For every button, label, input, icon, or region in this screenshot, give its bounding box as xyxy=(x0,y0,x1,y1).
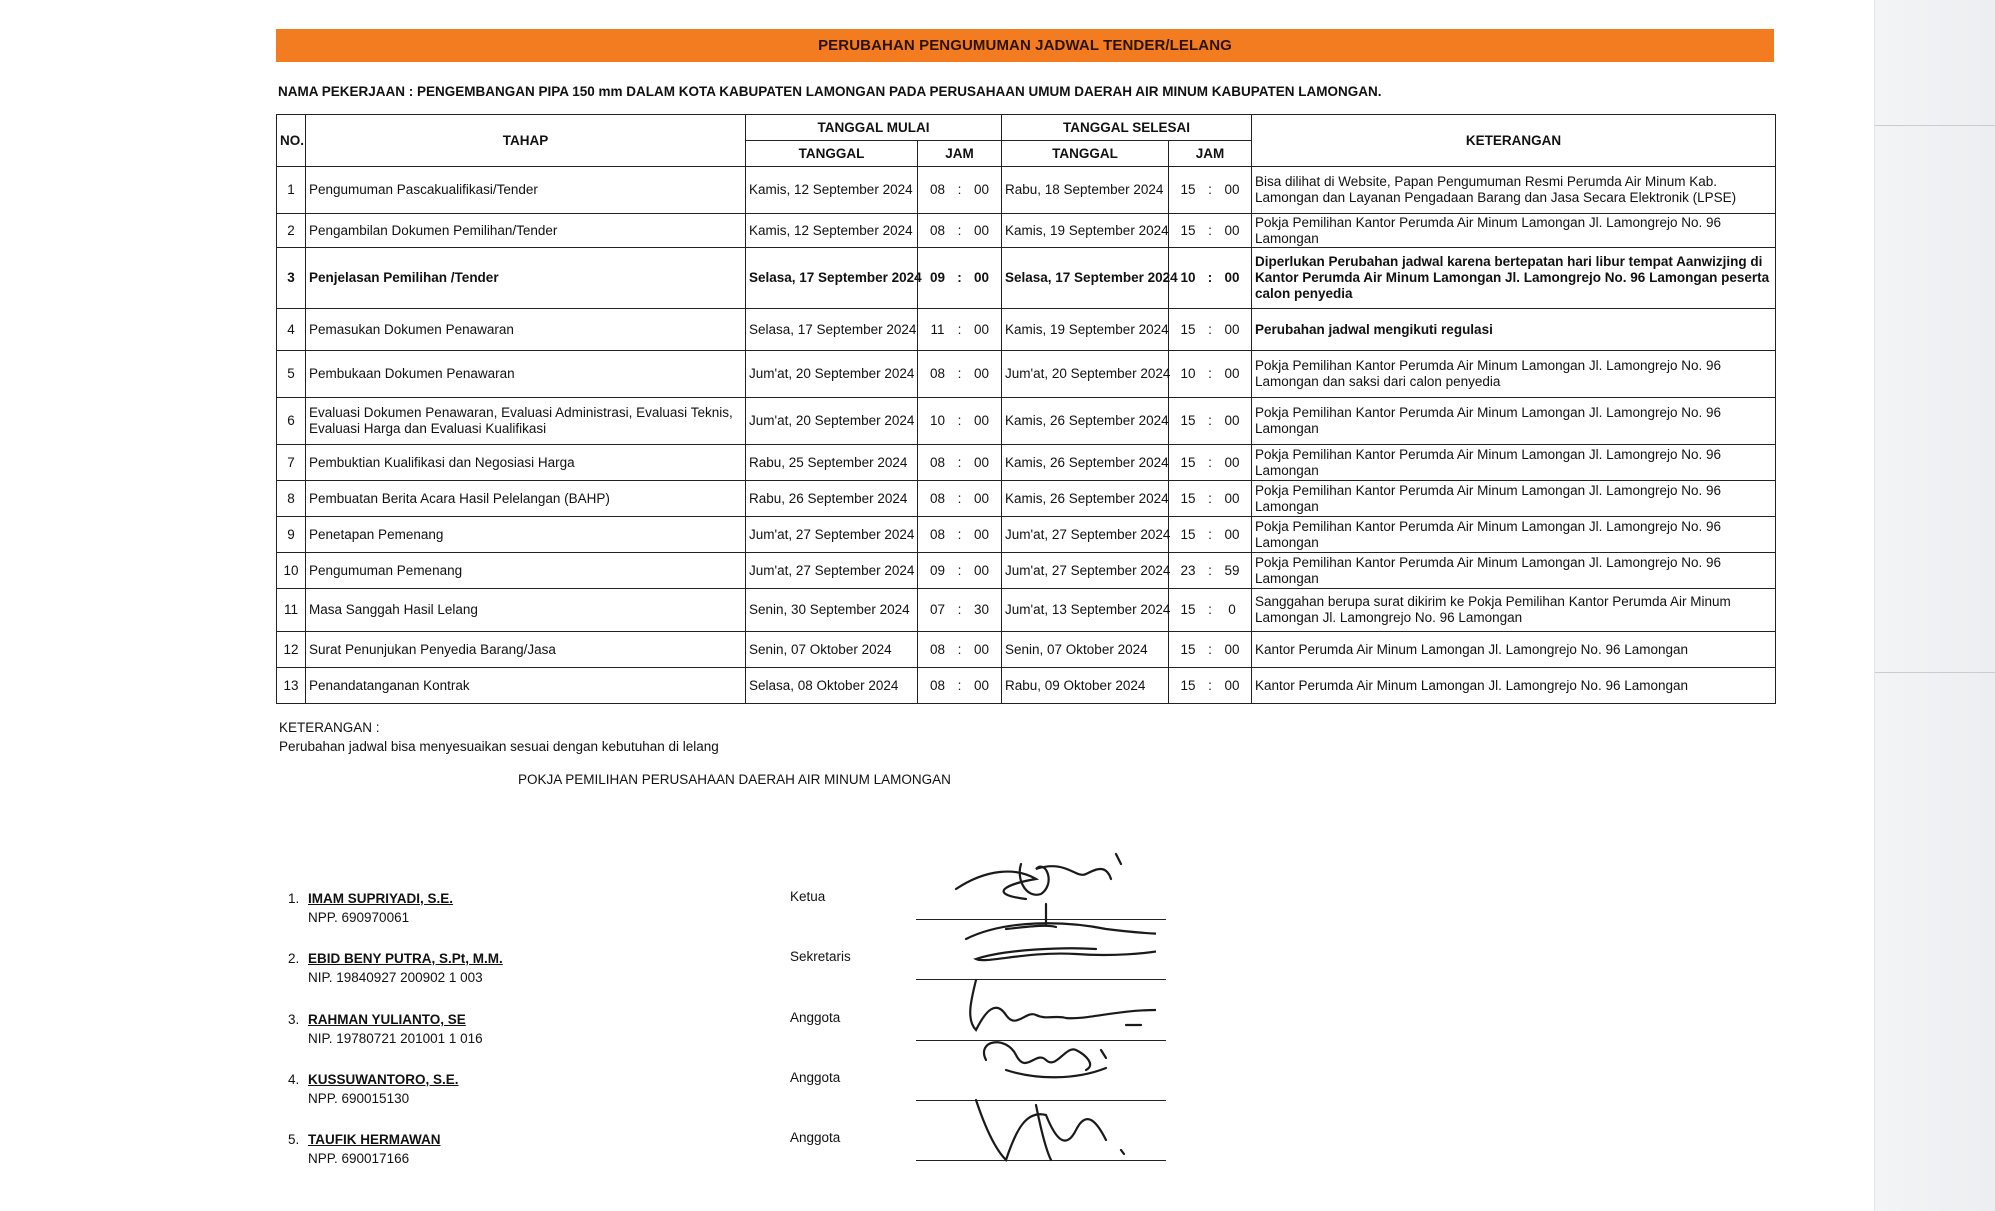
start-hour: 08 xyxy=(929,182,946,197)
start-hour: 08 xyxy=(929,366,946,381)
row-tahap: Pembukaan Dokumen Penawaran xyxy=(306,351,746,398)
time-separator: : xyxy=(1208,562,1212,578)
signature-icon xyxy=(866,1090,1156,1170)
row-start-time xyxy=(918,517,1002,553)
schedule-table xyxy=(276,114,1776,704)
row-keterangan: Kantor Perumda Air Minum Lamongan Jl. Lamongrejo No. 96 Lamongan xyxy=(1252,632,1776,668)
row-end-date: Jum'at, 13 September 2024 xyxy=(1002,589,1169,632)
end-minute: 0 xyxy=(1228,602,1236,617)
row-end-time xyxy=(1169,481,1252,517)
time-separator: : xyxy=(957,321,962,337)
row-end-date: Kamis, 26 September 2024 xyxy=(1002,398,1169,445)
end-hour: 15 xyxy=(1180,602,1196,617)
end-hour: 15 xyxy=(1180,490,1196,506)
row-keterangan: Bisa dilihat di Website, Papan Pengumuman Resmi Perumda Air Minum Kab. Lamongan dan Layanan Pengadaan Barang dan Jasa Secara Elektronik (LPSE) xyxy=(1252,167,1776,214)
start-hour: 08 xyxy=(929,641,946,657)
time-separator: : xyxy=(1208,490,1212,506)
row-tahap: Penandatanganan Kontrak xyxy=(306,668,746,704)
row-keterangan: Pokja Pemilihan Kantor Perumda Air Minum Lamongan Jl. Lamongrejo No. 96 Lamongan xyxy=(1252,481,1776,517)
start-hour: 09 xyxy=(929,270,946,285)
time-separator: : xyxy=(1208,677,1212,693)
start-minute: 00 xyxy=(973,413,990,428)
time-separator: : xyxy=(1208,321,1212,337)
signatory xyxy=(288,1070,459,1108)
row-tahap: Pemasukan Dokumen Penawaran xyxy=(306,309,746,351)
end-minute: 00 xyxy=(1224,413,1240,428)
row-tahap: Evaluasi Dokumen Penawaran, Evaluasi Administrasi, Evaluasi Teknis, Evaluasi Harga dan Evaluasi Kualifikasi xyxy=(306,398,746,445)
signatory-id: NPP. 690015130 xyxy=(308,1091,410,1106)
header-tahap: TAHAP xyxy=(306,115,746,167)
time-separator: : xyxy=(957,222,962,238)
row-keterangan: Perubahan jadwal mengikuti regulasi xyxy=(1252,309,1776,351)
start-minute: 00 xyxy=(973,526,990,542)
row-end-date: Kamis, 26 September 2024 xyxy=(1002,481,1169,517)
table-row xyxy=(277,632,1776,668)
signatory-line xyxy=(288,889,453,908)
row-start-date: Senin, 30 September 2024 xyxy=(746,589,918,632)
signatory-name: TAUFIK HERMAWAN xyxy=(308,1132,441,1147)
row-start-date: Rabu, 25 September 2024 xyxy=(746,445,918,481)
start-hour: 08 xyxy=(929,454,946,470)
end-minute: 00 xyxy=(1224,641,1240,657)
signatory xyxy=(288,949,503,987)
row-start-time xyxy=(918,248,1002,309)
start-hour: 07 xyxy=(929,602,946,617)
end-minute: 00 xyxy=(1224,526,1240,542)
signatory-id: NIP. 19780721 201001 1 016 xyxy=(308,1031,483,1046)
time-separator: : xyxy=(1208,366,1212,381)
header-tanggal-mulai: TANGGAL MULAI xyxy=(746,115,1002,141)
signatory-line xyxy=(288,1130,441,1149)
row-number: 12 xyxy=(277,632,306,668)
end-hour: 15 xyxy=(1180,454,1196,470)
row-number: 9 xyxy=(277,517,306,553)
table-row xyxy=(277,517,1776,553)
row-start-time xyxy=(918,398,1002,445)
time-separator: : xyxy=(957,602,962,617)
start-minute: 30 xyxy=(973,602,990,617)
time-separator: : xyxy=(1208,413,1212,428)
time-separator: : xyxy=(957,490,962,506)
start-hour: 11 xyxy=(930,321,945,337)
signatory-line xyxy=(288,1010,483,1029)
start-minute: 00 xyxy=(973,641,990,657)
row-end-date: Rabu, 18 September 2024 xyxy=(1002,167,1169,214)
table-row xyxy=(277,445,1776,481)
row-end-date: Rabu, 09 Oktober 2024 xyxy=(1002,668,1169,704)
end-minute: 59 xyxy=(1224,562,1240,578)
row-end-time xyxy=(1169,309,1252,351)
row-start-date: Selasa, 17 September 2024 xyxy=(746,309,918,351)
time-separator: : xyxy=(1208,454,1212,470)
row-end-date: Jum'at, 27 September 2024 xyxy=(1002,517,1169,553)
start-minute: 00 xyxy=(973,562,990,578)
start-minute: 00 xyxy=(973,454,990,470)
start-hour: 08 xyxy=(929,490,946,506)
table-row xyxy=(277,309,1776,351)
start-minute: 00 xyxy=(973,182,990,197)
row-start-date: Senin, 07 Oktober 2024 xyxy=(746,632,918,668)
row-number: 7 xyxy=(277,445,306,481)
time-separator: : xyxy=(957,182,962,197)
signatory xyxy=(288,889,453,927)
table-row xyxy=(277,214,1776,248)
header-keterangan: KETERANGAN xyxy=(1252,115,1776,167)
scan-edge xyxy=(1874,0,1995,1211)
row-start-time xyxy=(918,309,1002,351)
row-start-time xyxy=(918,214,1002,248)
row-end-time xyxy=(1169,632,1252,668)
time-separator: : xyxy=(1208,182,1212,197)
row-keterangan: Kantor Perumda Air Minum Lamongan Jl. Lamongrejo No. 96 Lamongan xyxy=(1252,668,1776,704)
end-hour: 10 xyxy=(1180,366,1196,381)
row-start-time xyxy=(918,481,1002,517)
time-separator: : xyxy=(1208,222,1212,238)
signatory-line xyxy=(288,1070,459,1089)
signatory-line xyxy=(288,949,503,968)
signatory-number: 5. xyxy=(288,1132,300,1147)
table-row xyxy=(277,248,1776,309)
row-start-date: Selasa, 17 September 2024 xyxy=(746,248,918,309)
end-hour: 15 xyxy=(1180,222,1196,238)
row-keterangan: Pokja Pemilihan Kantor Perumda Air Minum Lamongan Jl. Lamongrejo No. 96 Lamongan xyxy=(1252,517,1776,553)
row-tahap: Pengumuman Pemenang xyxy=(306,553,746,589)
schedule-rows xyxy=(277,167,1776,704)
header-tanggal-selesai: TANGGAL SELESAI xyxy=(1002,115,1252,141)
time-separator: : xyxy=(957,270,962,285)
table-row xyxy=(277,668,1776,704)
row-keterangan: Pokja Pemilihan Kantor Perumda Air Minum Lamongan Jl. Lamongrejo No. 96 Lamongan dan saksi dari calon penyedia xyxy=(1252,351,1776,398)
start-hour: 08 xyxy=(929,677,946,693)
row-keterangan: Pokja Pemilihan Kantor Perumda Air Minum Lamongan Jl. Lamongrejo No. 96 Lamongan xyxy=(1252,553,1776,589)
row-number: 2 xyxy=(277,214,306,248)
header-end-jam: JAM xyxy=(1169,141,1252,167)
row-end-time xyxy=(1169,351,1252,398)
end-minute: 00 xyxy=(1224,677,1240,693)
row-start-date: Jum'at, 20 September 2024 xyxy=(746,398,918,445)
start-minute: 00 xyxy=(973,677,990,693)
row-number: 8 xyxy=(277,481,306,517)
start-minute: 00 xyxy=(973,270,990,285)
row-end-date: Senin, 07 Oktober 2024 xyxy=(1002,632,1169,668)
row-end-time xyxy=(1169,553,1252,589)
signatory-id: NPP. 690970061 xyxy=(308,910,410,925)
row-end-time xyxy=(1169,248,1252,309)
row-keterangan: Pokja Pemilihan Kantor Perumda Air Minum Lamongan Jl. Lamongrejo No. 96 Lamongan xyxy=(1252,214,1776,248)
table-row xyxy=(277,167,1776,214)
row-tahap: Pembuatan Berita Acara Hasil Pelelangan (BAHP) xyxy=(306,481,746,517)
row-end-date: Selasa, 17 September 2024 xyxy=(1002,248,1169,309)
signatory-number: 1. xyxy=(288,891,300,906)
signatory-number: 3. xyxy=(288,1012,300,1027)
end-minute: 00 xyxy=(1224,366,1240,381)
signatory xyxy=(288,1130,441,1168)
time-separator: : xyxy=(1208,641,1212,657)
table-row xyxy=(277,481,1776,517)
end-hour: 15 xyxy=(1180,677,1196,693)
time-separator: : xyxy=(1208,602,1212,617)
row-end-date: Kamis, 26 September 2024 xyxy=(1002,445,1169,481)
row-start-date: Kamis, 12 September 2024 xyxy=(746,214,918,248)
row-start-date: Jum'at, 27 September 2024 xyxy=(746,517,918,553)
row-tahap: Penjelasan Pemilihan /Tender xyxy=(306,248,746,309)
end-minute: 00 xyxy=(1224,454,1240,470)
end-hour: 15 xyxy=(1180,641,1196,657)
signatory-name: EBID BENY PUTRA, S.Pt, M.M. xyxy=(308,951,503,966)
document-page xyxy=(276,29,1774,1166)
end-hour: 23 xyxy=(1180,562,1196,578)
signatory-name: RAHMAN YULIANTO, SE xyxy=(308,1012,466,1027)
time-separator: : xyxy=(957,562,962,578)
row-number: 1 xyxy=(277,167,306,214)
time-separator: : xyxy=(1207,270,1213,285)
row-number: 13 xyxy=(277,668,306,704)
start-hour: 08 xyxy=(929,222,946,238)
row-tahap: Surat Penunjukan Penyedia Barang/Jasa xyxy=(306,632,746,668)
time-separator: : xyxy=(957,526,962,542)
time-separator: : xyxy=(957,454,962,470)
row-tahap: Pengumuman Pascakualifikasi/Tender xyxy=(306,167,746,214)
header-start-tanggal: TANGGAL xyxy=(746,141,918,167)
end-minute: 00 xyxy=(1224,222,1240,238)
scan-line xyxy=(1875,125,1995,126)
signatory-number: 2. xyxy=(288,951,300,966)
signatory xyxy=(288,1010,483,1048)
time-separator: : xyxy=(957,641,962,657)
row-end-time xyxy=(1169,589,1252,632)
row-number: 5 xyxy=(277,351,306,398)
signatory-name: KUSSUWANTORO, S.E. xyxy=(308,1072,459,1087)
signatory-role: Anggota xyxy=(790,1130,841,1145)
signatories xyxy=(276,817,1774,1166)
end-hour: 15 xyxy=(1180,321,1196,337)
banner-title: PERUBAHAN PENGUMUMAN JADWAL TENDER/LELANG xyxy=(276,29,1774,62)
end-minute: 00 xyxy=(1224,182,1240,197)
end-hour: 15 xyxy=(1180,182,1196,197)
table-row xyxy=(277,553,1776,589)
row-keterangan: Pokja Pemilihan Kantor Perumda Air Minum Lamongan Jl. Lamongrejo No. 96 Lamongan xyxy=(1252,398,1776,445)
end-minute: 00 xyxy=(1224,321,1240,337)
row-tahap: Masa Sanggah Hasil Lelang xyxy=(306,589,746,632)
row-end-time xyxy=(1169,445,1252,481)
end-hour: 15 xyxy=(1180,526,1196,542)
signatory-id: NPP. 690017166 xyxy=(308,1151,410,1166)
end-hour: 10 xyxy=(1180,270,1196,285)
header-start-jam: JAM xyxy=(918,141,1002,167)
row-end-time xyxy=(1169,668,1252,704)
end-minute: 00 xyxy=(1224,490,1240,506)
header-no: NO. xyxy=(277,115,306,167)
start-minute: 00 xyxy=(973,490,990,506)
start-hour: 09 xyxy=(929,562,946,578)
row-number: 6 xyxy=(277,398,306,445)
row-end-date: Jum'at, 20 September 2024 xyxy=(1002,351,1169,398)
row-start-date: Kamis, 12 September 2024 xyxy=(746,167,918,214)
table-row xyxy=(277,589,1776,632)
row-keterangan: Diperlukan Perubahan jadwal karena bertepatan hari libur tempat Aanwizjing di Kantor Perumda Air Minum Lamongan Jl. Lamongrejo No. 96 Lamongan peserta calon penyedia xyxy=(1252,248,1776,309)
start-hour: 08 xyxy=(929,526,946,542)
row-keterangan: Sanggahan berupa surat dikirim ke Pokja Pemilihan Kantor Perumda Air Minum Lamongan Jl. Lamongrejo No. 96 Lamongan xyxy=(1252,589,1776,632)
row-tahap: Pembuktian Kualifikasi dan Negosiasi Harga xyxy=(306,445,746,481)
row-end-time xyxy=(1169,517,1252,553)
row-start-date: Rabu, 26 September 2024 xyxy=(746,481,918,517)
table-row xyxy=(277,398,1776,445)
row-keterangan: Pokja Pemilihan Kantor Perumda Air Minum Lamongan Jl. Lamongrejo No. 96 Lamongan xyxy=(1252,445,1776,481)
start-minute: 00 xyxy=(973,222,990,238)
end-hour: 15 xyxy=(1180,413,1196,428)
signatory-role: Anggota xyxy=(790,1010,841,1025)
row-start-time xyxy=(918,589,1002,632)
notes-label: KETERANGAN : xyxy=(279,720,380,735)
row-start-date: Jum'at, 20 September 2024 xyxy=(746,351,918,398)
row-start-time xyxy=(918,668,1002,704)
row-end-date: Jum'at, 27 September 2024 xyxy=(1002,553,1169,589)
row-start-time xyxy=(918,632,1002,668)
row-end-date: Kamis, 19 September 2024 xyxy=(1002,309,1169,351)
row-number: 4 xyxy=(277,309,306,351)
row-end-time xyxy=(1169,398,1252,445)
job-title: NAMA PEKERJAAN : PENGEMBANGAN PIPA 150 mm DALAM KOTA KABUPATEN LAMONGAN PADA PERUSAHAAN UMUM DAERAH AIR MINUM KABUPATEN LAMONGAN. xyxy=(278,84,1382,99)
row-number: 3 xyxy=(277,248,306,309)
pokja-title: POKJA PEMILIHAN PERUSAHAAN DAERAH AIR MINUM LAMONGAN xyxy=(518,772,951,787)
row-tahap: Pengambilan Dokumen Pemilihan/Tender xyxy=(306,214,746,248)
header-end-tanggal: TANGGAL xyxy=(1002,141,1169,167)
signatory-number: 4. xyxy=(288,1072,300,1087)
row-number: 10 xyxy=(277,553,306,589)
time-separator: : xyxy=(957,413,962,428)
row-start-date: Jum'at, 27 September 2024 xyxy=(746,553,918,589)
scan-line xyxy=(1875,672,1995,673)
time-separator: : xyxy=(957,366,962,381)
row-start-time xyxy=(918,553,1002,589)
signatory-role: Anggota xyxy=(790,1070,841,1085)
start-hour: 10 xyxy=(929,413,946,428)
row-tahap: Penetapan Pemenang xyxy=(306,517,746,553)
table-row xyxy=(277,351,1776,398)
row-start-date: Selasa, 08 Oktober 2024 xyxy=(746,668,918,704)
row-end-date: Kamis, 19 September 2024 xyxy=(1002,214,1169,248)
row-start-time xyxy=(918,351,1002,398)
start-minute: 00 xyxy=(973,321,990,337)
signatory-name: IMAM SUPRIYADI, S.E. xyxy=(308,891,454,906)
signatory-role: Ketua xyxy=(790,889,826,904)
notes-text: Perubahan jadwal bisa menyesuaikan sesuai dengan kebutuhan di lelang xyxy=(279,739,719,754)
time-separator: : xyxy=(1208,526,1212,542)
row-start-time xyxy=(918,445,1002,481)
row-end-time xyxy=(1169,214,1252,248)
notes xyxy=(276,718,1774,756)
row-number: 11 xyxy=(277,589,306,632)
signatory-role: Sekretaris xyxy=(790,949,851,964)
row-end-time xyxy=(1169,167,1252,214)
row-start-time xyxy=(918,167,1002,214)
start-minute: 00 xyxy=(973,366,990,381)
time-separator: : xyxy=(957,677,962,693)
end-minute: 00 xyxy=(1224,270,1240,285)
signatory-id: NIP. 19840927 200902 1 003 xyxy=(308,970,483,985)
